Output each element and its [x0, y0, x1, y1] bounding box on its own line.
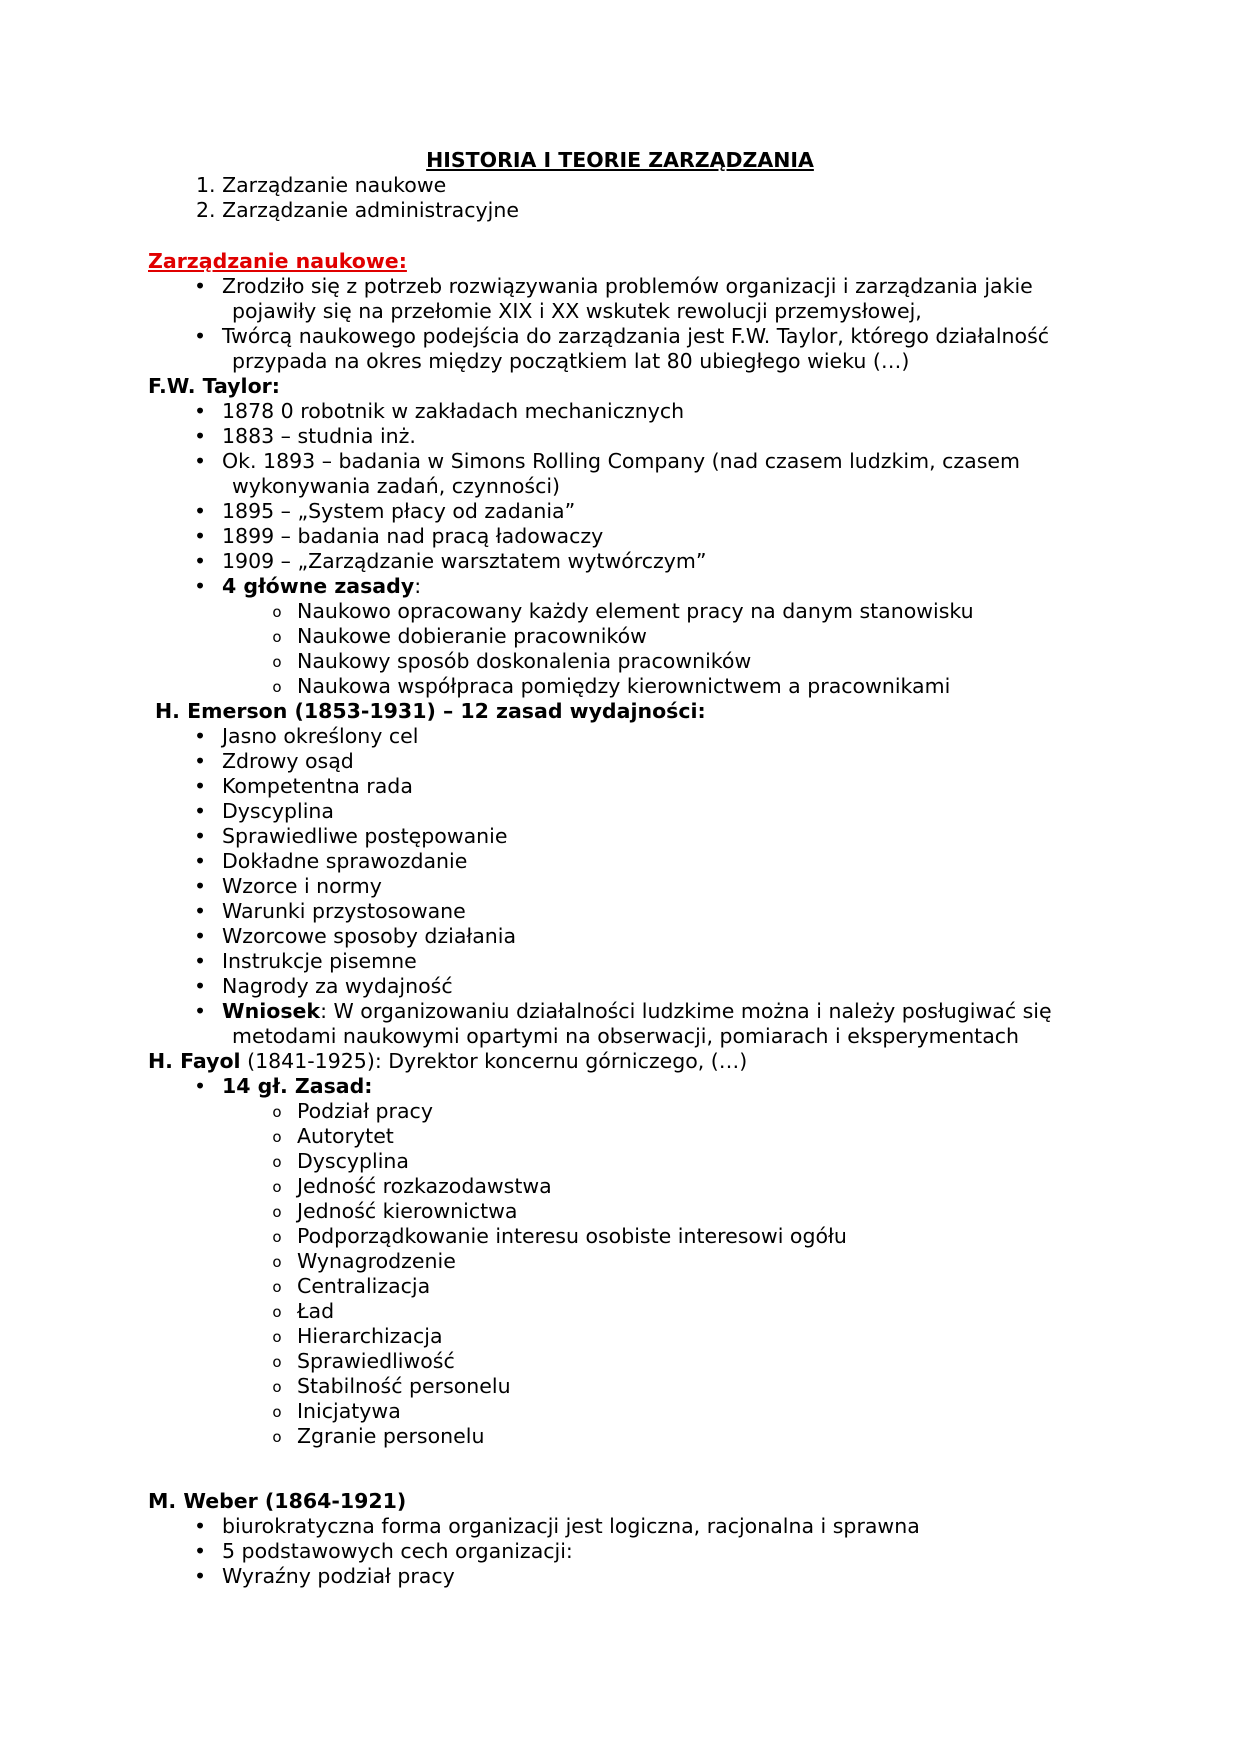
fayol-principle: Dyscyplina — [297, 1149, 409, 1173]
bullet-icon: • — [193, 524, 207, 548]
weber-item: Wyraźny podział pracy — [222, 1564, 455, 1588]
bullet-icon: • — [193, 1564, 207, 1588]
bullet-icon: • — [193, 824, 207, 848]
section-heading-scientific: Zarządzanie naukowe: — [148, 249, 407, 273]
emerson-conclusion-text: : W organizowaniu działalności ludzkime można i należy posługiwać się — [320, 999, 1052, 1023]
circle-bullet-icon: o — [272, 1128, 282, 1146]
fayol-principle: Wynagrodzenie — [297, 1249, 456, 1273]
taylor-principle: Naukowy sposób doskonalenia pracowników — [297, 649, 752, 673]
scientific-bullet-2-line1: Twórcą naukowego podejścia do zarządzania jest F.W. Taylor, którego działalność — [222, 324, 1050, 348]
bullet-icon: • — [193, 874, 207, 898]
circle-bullet-icon: o — [272, 1328, 282, 1346]
bullet-icon: • — [193, 424, 207, 448]
circle-bullet-icon: o — [272, 1228, 282, 1246]
taylor-item: 1899 – badania nad pracą ładowaczy — [222, 524, 604, 548]
fayol-heading-rest: (1841-1925): Dyrektor koncernu górniczego, (…) — [240, 1049, 748, 1073]
emerson-heading: H. Emerson (1853-1931) – 12 zasad wydajności: — [155, 699, 706, 723]
bullet-icon: • — [193, 449, 207, 473]
bullet-icon: • — [193, 974, 207, 998]
circle-bullet-icon: o — [272, 603, 282, 621]
circle-bullet-icon: o — [272, 1378, 282, 1396]
bullet-icon: • — [193, 499, 207, 523]
taylor-item: 1878 0 robotnik w zakładach mechanicznych — [222, 399, 685, 423]
taylor-principles-label — [222, 574, 421, 599]
toc-item-1: 1. Zarządzanie naukowe — [196, 173, 447, 197]
scientific-bullet-2-line2: przypada na okres między początkiem lat 80 ubiegłego wieku (…) — [232, 349, 910, 373]
circle-bullet-icon: o — [272, 1203, 282, 1221]
emerson-conclusion-continuation: metodami naukowymi opartymi na obserwacji, pomiarach i eksperymentach — [232, 1024, 1020, 1048]
fayol-principle: Autorytet — [297, 1124, 394, 1148]
bullet-icon: • — [193, 899, 207, 923]
fayol-principle: Sprawiedliwość — [297, 1349, 455, 1373]
emerson-item: Dokładne sprawozdanie — [222, 849, 468, 873]
bullet-icon: • — [193, 1514, 207, 1538]
fayol-principle: Hierarchizacja — [297, 1324, 443, 1348]
circle-bullet-icon: o — [272, 1278, 282, 1296]
emerson-item: Warunki przystosowane — [222, 899, 466, 923]
circle-bullet-icon: o — [272, 1403, 282, 1421]
fayol-principle: Stabilność personelu — [297, 1374, 511, 1398]
scientific-bullet-1-line2: pojawiły się na przełomie XIX i XX wskutek rewolucji przemysłowej, — [232, 299, 922, 323]
bullet-icon: • — [193, 274, 207, 298]
bullet-icon: • — [193, 324, 207, 348]
fayol-principle: Ład — [297, 1299, 335, 1323]
emerson-conclusion-label: Wniosek — [222, 999, 321, 1023]
fayol-principle: Podporządkowanie interesu osobiste interesowi ogółu — [297, 1224, 847, 1248]
bullet-icon: • — [193, 999, 207, 1023]
circle-bullet-icon: o — [272, 1153, 282, 1171]
bullet-icon: • — [193, 549, 207, 573]
circle-bullet-icon: o — [272, 1353, 282, 1371]
fayol-principle: Inicjatywa — [297, 1399, 401, 1423]
emerson-item: Instrukcje pisemne — [222, 949, 417, 973]
emerson-item: Wzorce i normy — [222, 874, 382, 898]
fayol-heading-name: H. Fayol — [148, 1049, 241, 1073]
fayol-principle: Jedność kierownictwa — [297, 1199, 518, 1223]
emerson-item: Sprawiedliwe postępowanie — [222, 824, 508, 848]
taylor-principle: Naukowe dobieranie pracowników — [297, 624, 647, 648]
weber-item: 5 podstawowych cech organizacji: — [222, 1539, 573, 1563]
circle-bullet-icon: o — [272, 1428, 282, 1446]
bullet-icon: • — [193, 774, 207, 798]
circle-bullet-icon: o — [272, 1253, 282, 1271]
fayol-principles-label: 14 gł. Zasad: — [222, 1074, 373, 1098]
bullet-icon: • — [193, 1074, 207, 1098]
circle-bullet-icon: o — [272, 653, 282, 671]
bullet-icon: • — [193, 574, 207, 598]
taylor-principle: Naukowa współpraca pomiędzy kierownictwem a pracownikami — [297, 674, 951, 698]
taylor-heading: F.W. Taylor: — [148, 374, 280, 398]
emerson-conclusion — [222, 999, 1052, 1024]
taylor-principles-colon: : — [414, 574, 422, 598]
bullet-icon: • — [193, 849, 207, 873]
taylor-item-continuation: wykonywania zadań, czynności) — [232, 474, 561, 498]
bullet-icon: • — [193, 724, 207, 748]
circle-bullet-icon: o — [272, 1303, 282, 1321]
emerson-item: Kompetentna rada — [222, 774, 413, 798]
weber-heading: M. Weber (1864-1921) — [148, 1489, 407, 1513]
fayol-heading — [148, 1049, 747, 1074]
scientific-bullet-1-line1: Zrodziło się z potrzeb rozwiązywania problemów organizacji i zarządzania jakie — [222, 274, 1033, 298]
weber-item: biurokratyczna forma organizacji jest logiczna, racjonalna i sprawna — [222, 1514, 920, 1538]
fayol-principle: Jedność rozkazodawstwa — [297, 1174, 552, 1198]
emerson-item: Jasno określony cel — [222, 724, 419, 748]
taylor-principles-label-bold: 4 główne zasady — [222, 574, 415, 598]
bullet-icon: • — [193, 924, 207, 948]
bullet-icon: • — [193, 799, 207, 823]
bullet-icon: • — [193, 749, 207, 773]
bullet-icon: • — [193, 949, 207, 973]
circle-bullet-icon: o — [272, 628, 282, 646]
taylor-item: 1895 – „System płacy od zadania” — [222, 499, 576, 523]
emerson-item: Dyscyplina — [222, 799, 334, 823]
document-title: HISTORIA I TEORIE ZARZĄDZANIA — [426, 148, 814, 172]
circle-bullet-icon: o — [272, 1178, 282, 1196]
bullet-icon: • — [193, 399, 207, 423]
emerson-item: Zdrowy osąd — [222, 749, 354, 773]
taylor-item: Ok. 1893 – badania w Simons Rolling Company (nad czasem ludzkim, czasem — [222, 449, 1020, 473]
emerson-item: Wzorcowe sposoby działania — [222, 924, 517, 948]
bullet-icon: • — [193, 1539, 207, 1563]
fayol-principle: Zgranie personelu — [297, 1424, 485, 1448]
taylor-item: 1909 – „Zarządzanie warsztatem wytwórczym” — [222, 549, 707, 573]
taylor-principle: Naukowo opracowany każdy element pracy na danym stanowisku — [297, 599, 974, 623]
taylor-item: 1883 – studnia inż. — [222, 424, 416, 448]
circle-bullet-icon: o — [272, 678, 282, 696]
fayol-principle: Centralizacja — [297, 1274, 431, 1298]
circle-bullet-icon: o — [272, 1103, 282, 1121]
toc-item-2: 2. Zarządzanie administracyjne — [196, 198, 519, 222]
fayol-principle: Podział pracy — [297, 1099, 433, 1123]
emerson-item: Nagrody za wydajność — [222, 974, 453, 998]
